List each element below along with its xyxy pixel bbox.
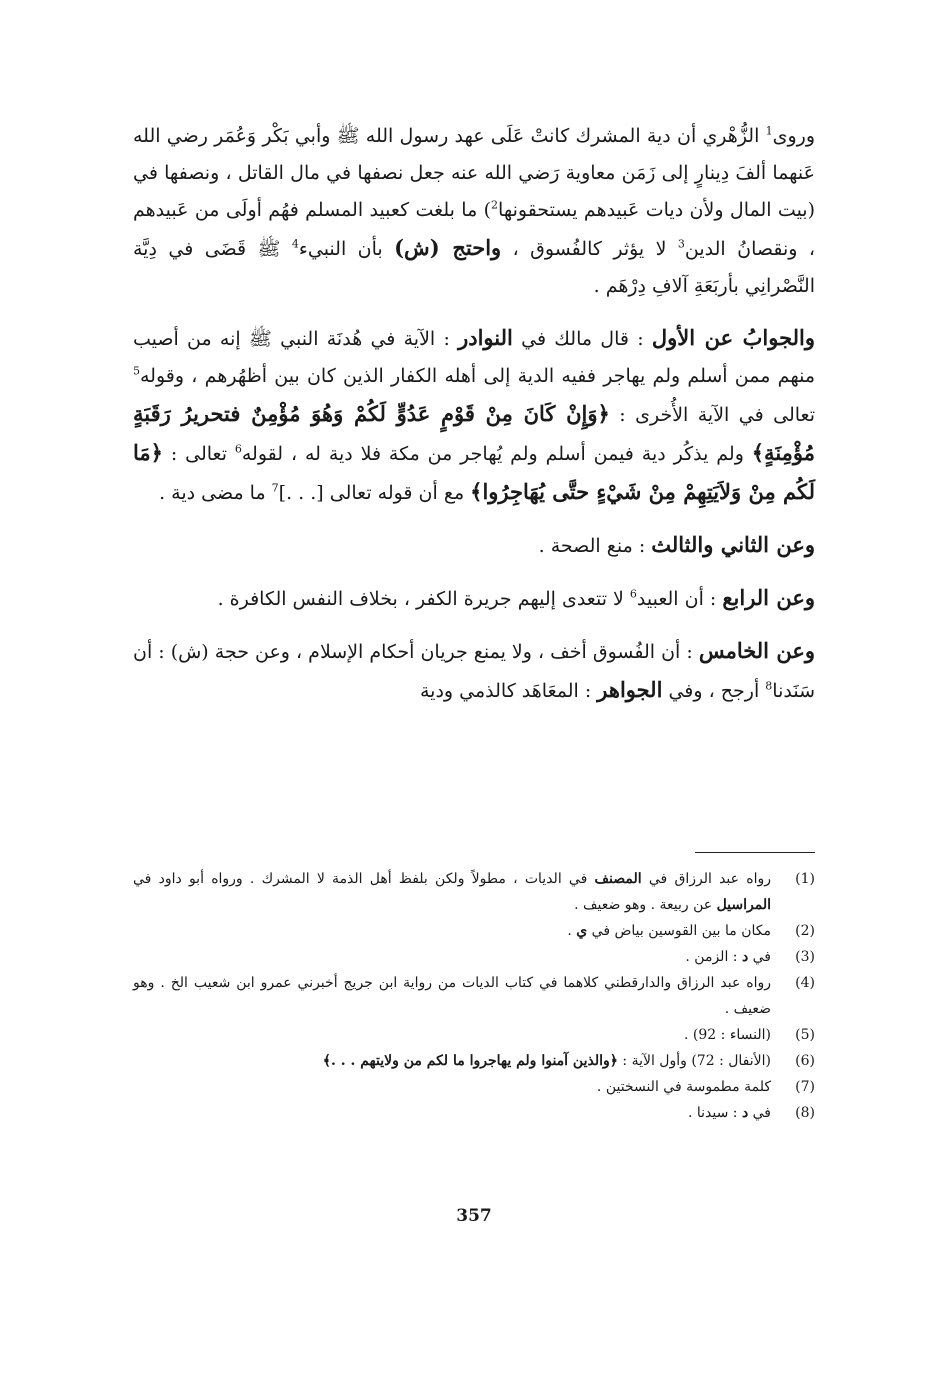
footnote-number: (5) <box>795 1027 815 1043</box>
text-run: : أن العبيد <box>636 588 723 610</box>
footnote <box>133 1100 815 1126</box>
text-run: : منع الصحة . <box>538 535 652 557</box>
footnote-ref-8: 8 <box>765 679 773 693</box>
text-run: (الأنفال : 72) وأول الآية : <box>617 1053 771 1069</box>
footnotes <box>133 866 815 1126</box>
text-run: : الزمن . <box>685 949 742 965</box>
text-run: ) ما بلغت كعبيد المسلم فهُم أولَى من عَبيدهم ، ونقصانُ الدين <box>133 199 815 260</box>
footnote <box>133 1048 815 1074</box>
text-run: في <box>748 949 771 965</box>
footnote <box>133 1022 815 1048</box>
bold-phrase: المصنف <box>594 871 642 887</box>
text-run: ﷺ قَضَى في دِيَّة النَّصْرانِي بأربَعَةِ آلافِ دِرْهَم . <box>133 238 815 297</box>
bold-phrase: د <box>741 949 749 965</box>
text-run: في <box>748 1105 771 1121</box>
footnote-number: (3) <box>795 949 815 965</box>
text-run: وروى <box>772 125 815 147</box>
footnote-number: (7) <box>795 1079 815 1095</box>
footnote <box>133 970 815 1022</box>
text-run: : سيدنا . <box>687 1105 742 1121</box>
paragraph-3 <box>133 526 815 565</box>
text-run: بأن النبيء <box>298 238 395 260</box>
footnote-text <box>133 1048 771 1074</box>
paragraph-2 <box>133 319 815 512</box>
footnote-text <box>133 944 771 970</box>
text-run: تعالى : <box>162 443 235 465</box>
text-run: كلمة مطموسة في النسختين . <box>596 1079 771 1095</box>
bold-phrase: د <box>741 1105 749 1121</box>
footnote-ref-1: 1 <box>765 124 773 138</box>
bold-phrase: ي <box>576 923 588 939</box>
bold-phrase: المراسيل <box>716 897 771 913</box>
footnote-ref-6: 6 <box>234 442 242 456</box>
section-lead: والجوابُ عن الأول <box>651 325 815 350</box>
footnote-ref-6b: 6 <box>629 587 637 601</box>
text-run: ما مضى دية . <box>159 482 272 504</box>
book-page <box>133 118 815 1358</box>
text-run: ولم يذكُر دية فيمن أسلم ولم يُهاجر من مكة فلا دية له ، لقوله <box>241 443 752 465</box>
footnote <box>133 918 815 944</box>
paragraph-5 <box>133 632 815 710</box>
footnote-ref-4: 4 <box>291 237 299 251</box>
text-run: (النساء : 92) . <box>684 1027 771 1043</box>
paragraph-4 <box>133 579 815 618</box>
text-run: لا تتعدى إليهم جريرة الكفر ، بخلاف النفس الكافرة . <box>217 588 630 610</box>
text-run: الزُّهْري أن دية المشرك كانتْ عَلَى عهد رسول الله ﷺ وأبي بَكْر وَعُمَر رضي الله عَنهما ألفَ دِينارٍ إلى زَمَن معاوية رَضي الله عنه جعل نصفها في مال القاتل ، ونصفها في (بيت المال ولأن ديات عَبيدهم يستحقونها <box>133 125 815 221</box>
footnote-ref-5: 5 <box>133 364 140 378</box>
footnote-number: (2) <box>795 923 815 939</box>
footnote-ref-3: 3 <box>677 237 685 251</box>
footnote-text <box>133 1100 771 1126</box>
footnote-text <box>133 970 771 1022</box>
text-run: : الآية في هُدنَة النبي ﷺ إنه من أصيب منهم ممن أسلم ولم يهاجر ففيه الدية إلى أهله الكفار الذين كان بين أظهُرهم ، وقوله <box>133 328 815 387</box>
text-run: أرجح ، وفي <box>662 680 766 702</box>
footnote-number: (6) <box>795 1053 815 1069</box>
footnote-ref-2: 2 <box>491 198 499 212</box>
footnote-number: (8) <box>795 1105 815 1121</box>
text-run: . <box>567 923 577 939</box>
main-text <box>133 118 815 710</box>
book-title: النوادر <box>458 325 513 350</box>
footnote-text <box>133 1074 771 1100</box>
footnote-ref-7: 7 <box>271 481 279 495</box>
footnote-text <box>133 1022 771 1048</box>
text-run: عن ربيعة . وهو ضعيف . <box>574 897 717 913</box>
text-run: : أن الفُسوق أخف ، ولا يمنع جريان أحكام الإسلام ، وعن حجة (ش) : أن سَنَدنا <box>132 641 815 702</box>
footnote-divider <box>695 852 815 853</box>
section-lead: وعن الرابع <box>722 585 815 610</box>
quran-verse: ﴿مَا لَكُم مِنْ وَلاَيَتِهِمْ مِنْ شَيْءٍ حتَّى يُهَاجِرُوا﴾ <box>133 440 815 504</box>
book-title: الجواهر <box>597 677 663 702</box>
footnote-number: (4) <box>795 975 815 991</box>
section-lead: وعن الثاني والثالث <box>651 532 815 557</box>
footnote <box>133 944 815 970</box>
bold-phrase: واحتج (ش) <box>394 235 502 260</box>
paragraph-1 <box>133 118 815 305</box>
footnote <box>133 866 815 918</box>
text-run: تعالى في الآية الأُخرى : <box>609 404 815 426</box>
text-run: رواه عبد الرزاق في <box>641 871 771 887</box>
text-run: مكان ما بين القوسين بياض في <box>587 923 771 939</box>
footnote-number: (1) <box>795 871 815 887</box>
text-run: : قال مالك في <box>512 328 652 350</box>
section-lead: وعن الخامس <box>698 638 815 663</box>
text-run: : المعَاهَد كالذمي ودية <box>420 680 598 702</box>
footnote-text <box>133 866 771 918</box>
text-run: مع أن قوله تعالى [. . .] <box>278 482 471 504</box>
text-run: في الديات ، مطولاً ولكن بلفظ أهل الذمة لا المشرك . ورواه أبو داود في <box>133 871 595 887</box>
page-number: 357 <box>456 1206 492 1226</box>
text-run: رواه عبد الرزاق والدارقطني كلاهما في كتاب الديات من رواية ابن جريج أخبرني عمرو ابن شعيب الخ . وهو ضعيف . <box>133 975 771 1017</box>
quran-verse: ﴿والذين آمنوا ولم يهاجروا ما لكم من ولايتهم . . .﴾ <box>322 1053 618 1069</box>
text-run: لا يؤثر كالفُسوق ، <box>501 238 678 260</box>
quran-verse: ﴿وَإِنْ كَانَ مِنْ قَوْمٍ عَدُوٍّ لَكُمْ وَهُوَ مُؤْمِنٌ فتحريرُ رَقَبَةٍ مُؤْمِنَةٍ﴾ <box>133 401 815 465</box>
footnote-text <box>133 918 771 944</box>
footnote <box>133 1074 815 1100</box>
